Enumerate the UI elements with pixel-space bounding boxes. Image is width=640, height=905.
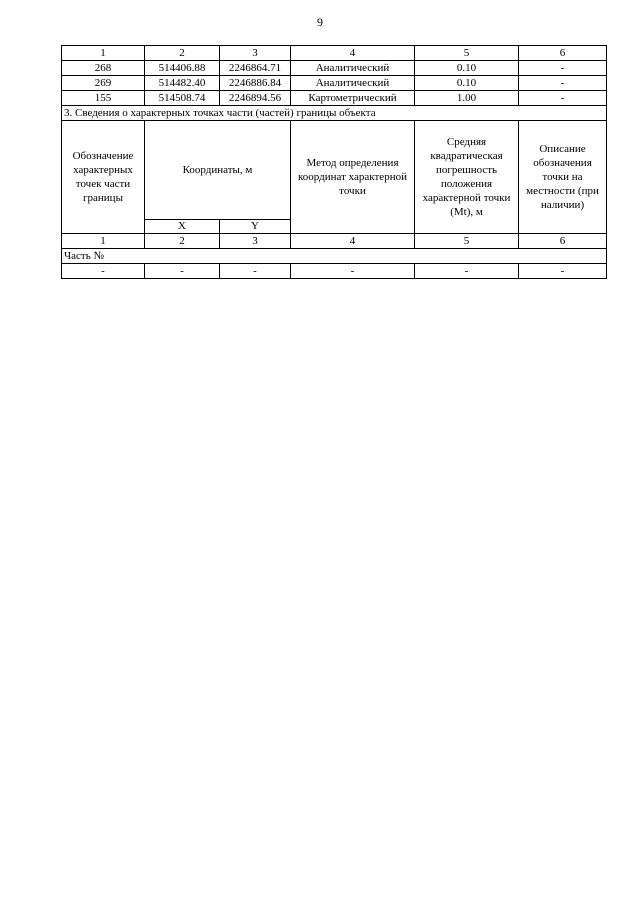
table-row	[62, 61, 607, 76]
table-cell: 0.10	[415, 61, 519, 76]
table-cell: 0.10	[415, 76, 519, 91]
table-cell: -	[519, 61, 607, 76]
table-cell: 5	[415, 234, 519, 249]
table-number-row	[62, 234, 607, 249]
table-cell: 1.00	[415, 91, 519, 106]
table-cell: -	[415, 264, 519, 279]
table-cell: 2	[145, 234, 220, 249]
table-cell: 2246864.71	[220, 61, 291, 76]
page-number: 9	[317, 15, 323, 29]
header-y: Y	[220, 220, 291, 234]
table-cell: -	[519, 91, 607, 106]
table-row	[62, 264, 607, 279]
header-row	[62, 121, 607, 220]
table-cell: 155	[62, 91, 145, 106]
table-cell: -	[220, 264, 291, 279]
header-error: Средняя квадратическая погрешность положения характерной точки (Mt), м	[415, 121, 519, 234]
table-cell: -	[519, 76, 607, 91]
table-cell: 3	[220, 46, 291, 61]
table-cell: 4	[291, 234, 415, 249]
characteristic-points-table	[61, 45, 607, 279]
table-cell: 2246894.56	[220, 91, 291, 106]
header-description: Описание обозначения точки на местности (при наличии)	[519, 121, 607, 234]
table-cell: 1	[62, 46, 145, 61]
header-coordinates: Координаты, м	[145, 121, 291, 220]
table-cell: -	[145, 264, 220, 279]
part-row	[62, 249, 607, 264]
table-cell: 3	[220, 234, 291, 249]
table-number-row	[62, 46, 607, 61]
table-cell: 2246886.84	[220, 76, 291, 91]
table-cell: 514508.74	[145, 91, 220, 106]
table-cell: 268	[62, 61, 145, 76]
header-x: X	[145, 220, 220, 234]
table-cell: 5	[415, 46, 519, 61]
section-title-row	[62, 106, 607, 121]
table-cell: -	[62, 264, 145, 279]
table-cell: 4	[291, 46, 415, 61]
table-cell: 514406.88	[145, 61, 220, 76]
table-cell: -	[291, 264, 415, 279]
table-row	[62, 91, 607, 106]
table-cell: Аналитический	[291, 76, 415, 91]
table-cell: 6	[519, 234, 607, 249]
table-cell: 2	[145, 46, 220, 61]
part-label: Часть №	[62, 249, 607, 264]
table-cell: 269	[62, 76, 145, 91]
table-cell: 6	[519, 46, 607, 61]
table-cell: Аналитический	[291, 61, 415, 76]
table-cell: -	[519, 264, 607, 279]
table-cell: 1	[62, 234, 145, 249]
header-method: Метод определения координат характерной точки	[291, 121, 415, 234]
table-cell: 514482.40	[145, 76, 220, 91]
table-cell: Картометрический	[291, 91, 415, 106]
table-row	[62, 76, 607, 91]
header-designation: Обозначение характерных точек части границы	[62, 121, 145, 234]
section-title: 3. Сведения о характерных точках части (частей) границы объекта	[62, 106, 607, 121]
